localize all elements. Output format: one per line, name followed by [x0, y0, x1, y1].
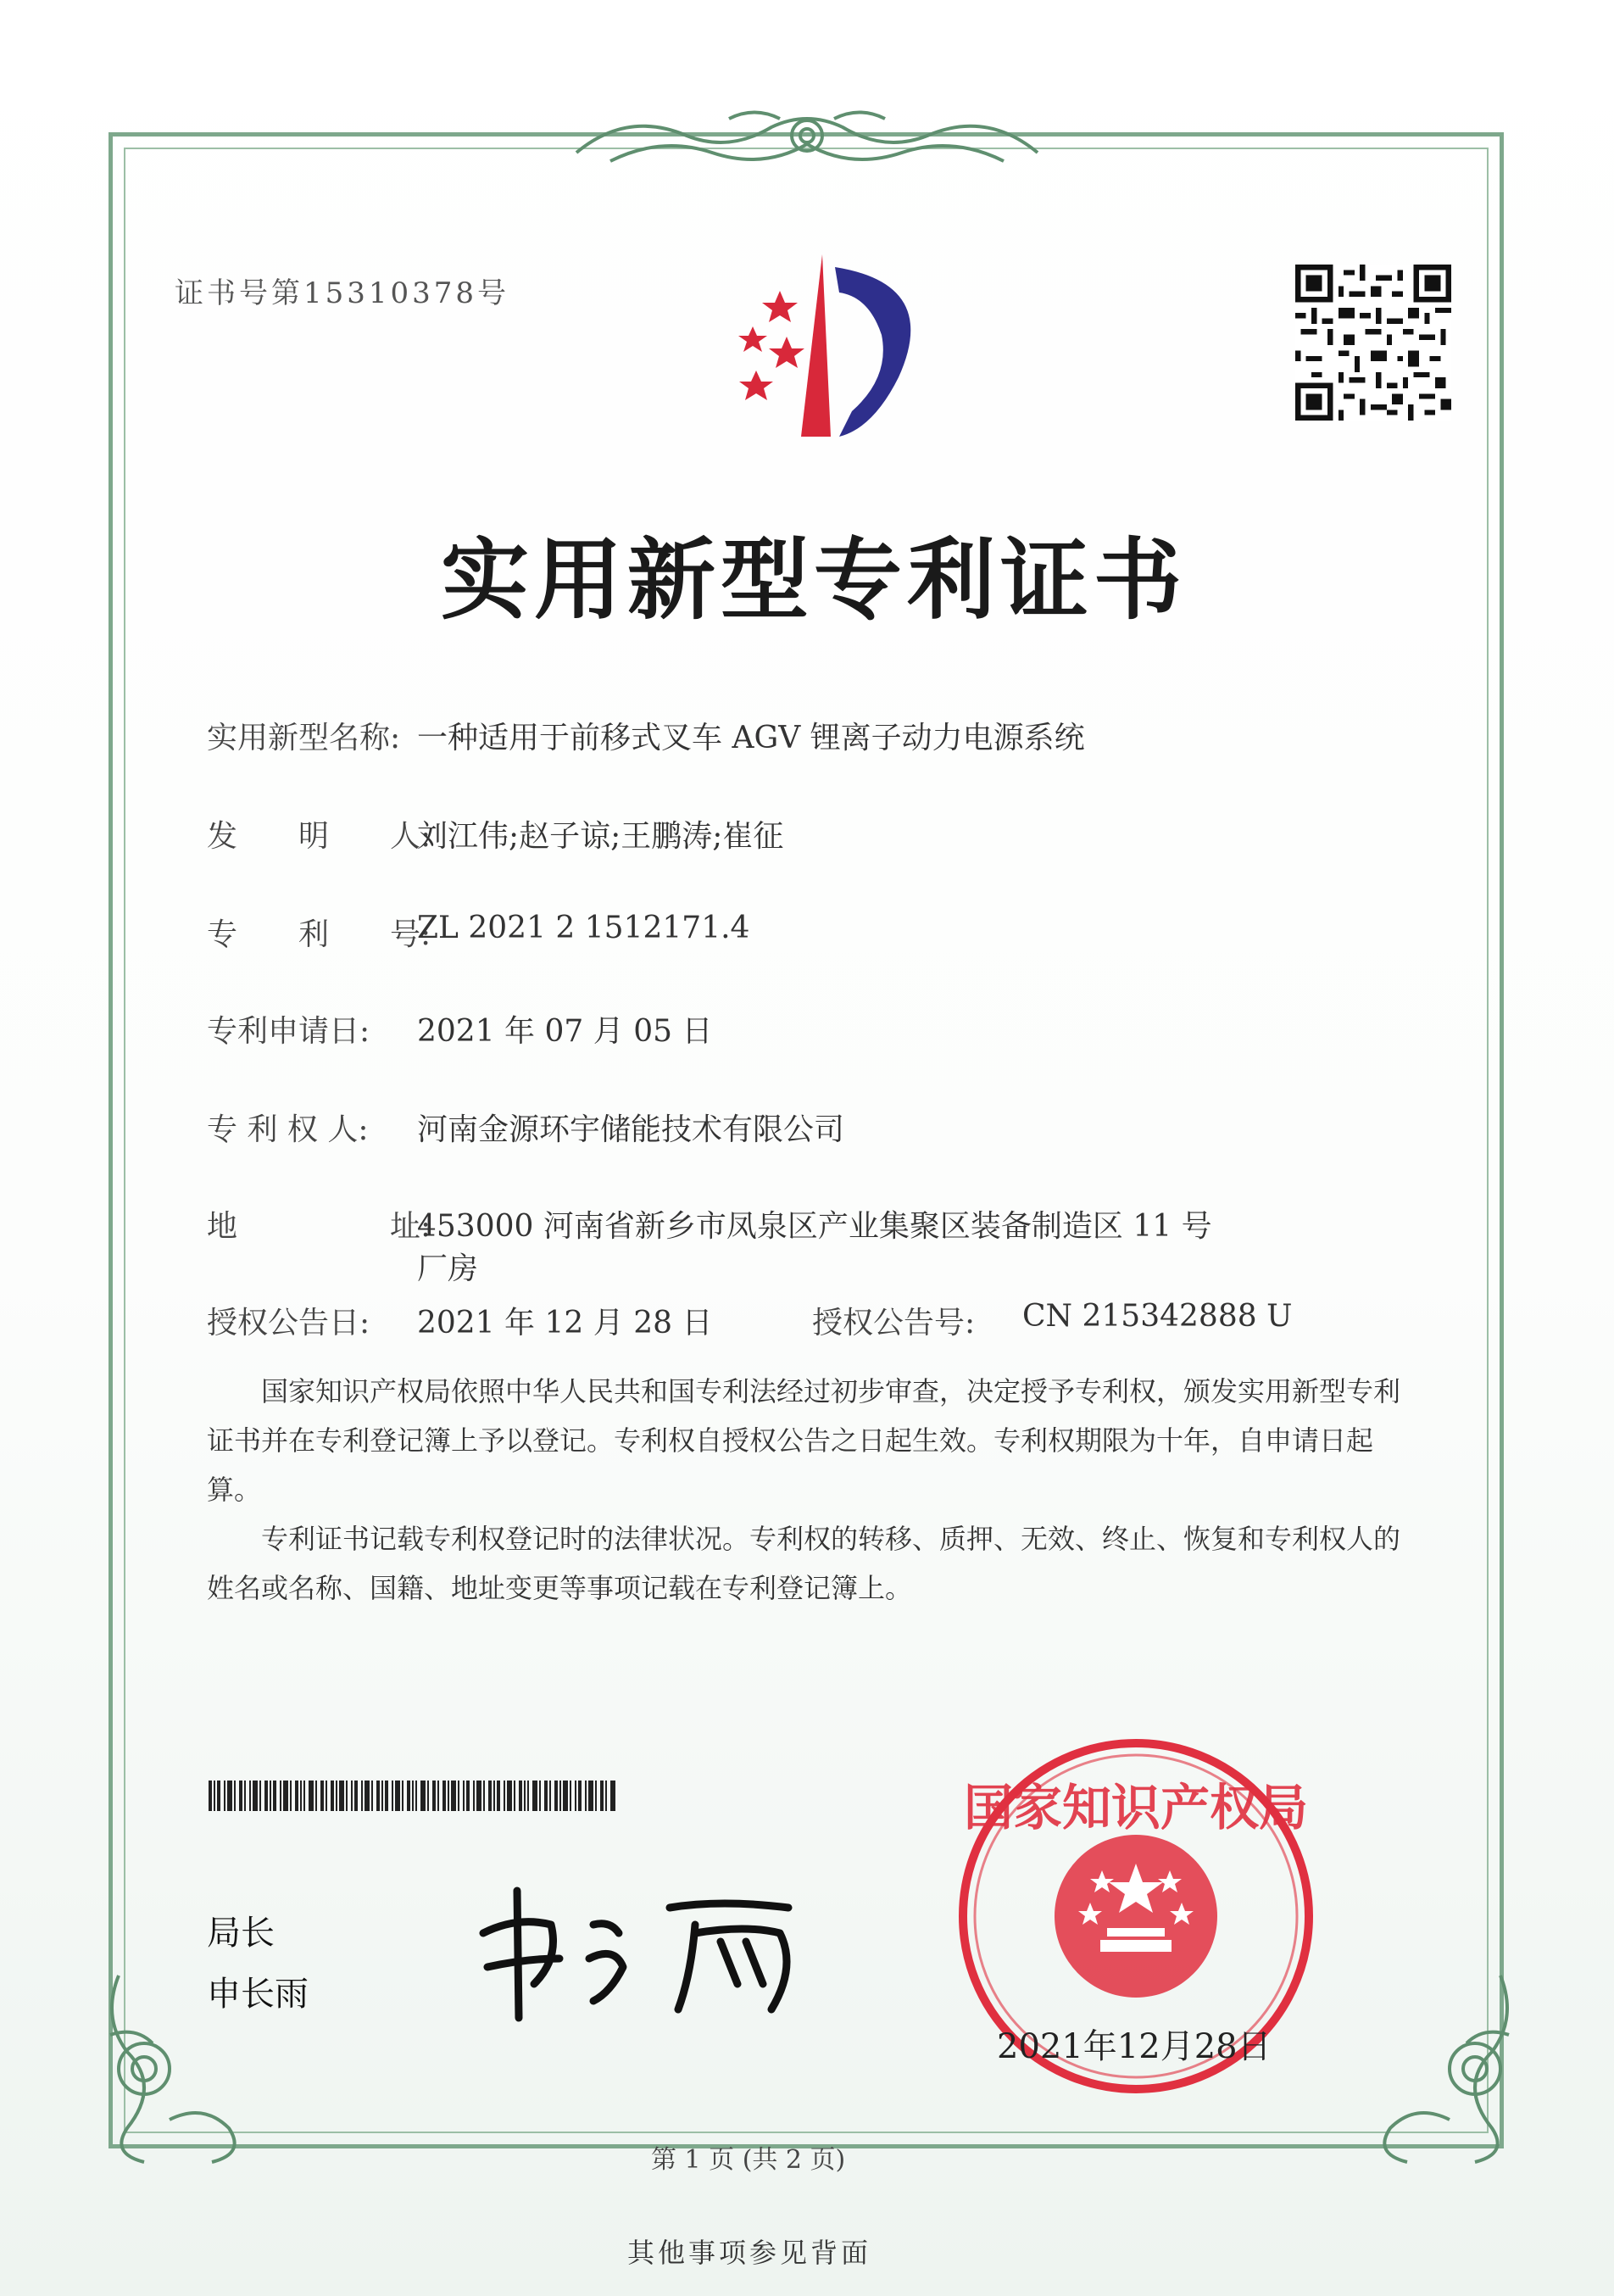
- handwritten-signature-icon: [466, 1874, 822, 2026]
- page-number: 第 1 页 (共 2 页): [651, 2145, 846, 2175]
- patentee-label: 专 利 权 人:: [207, 1112, 369, 1147]
- qr-code-icon: [1295, 265, 1451, 421]
- grant-date-value: 2021 年 12 月 28 日: [417, 1306, 713, 1340]
- footer-note: 其他事项参见背面: [627, 2237, 872, 2269]
- legal-paragraph-1: 国家知识产权局依照中华人民共和国专利法经过初步审查，决定授予专利权，颁发实用新型专利证书并在专利登记簿上予以登记。专利权自授权公告之日起生效。专利权期限为十年，自申请日起算。: [207, 1375, 1401, 1506]
- patent-number-value: ZL 2021 2 1512171.4: [417, 911, 750, 945]
- filing-date-value: 2021 年 07 月 05 日: [417, 1014, 713, 1049]
- utility-model-name-value: 一种适用于前移式叉车 AGV 锂离子动力电源系统: [417, 721, 1085, 755]
- certificate-number: 证书号第15310378号: [175, 276, 510, 310]
- inventor-value: 刘江伟;赵子谅;王鹏涛;崔征: [417, 819, 784, 854]
- grant-number-value: CN 215342888 U: [1022, 1299, 1293, 1334]
- address-label: 地 址:: [207, 1209, 431, 1244]
- signatory-name: 申长雨: [207, 1975, 309, 2014]
- inventor-label: 发 明 人:: [207, 819, 431, 854]
- certificate-title: 实用新型专利证书: [441, 527, 1188, 632]
- utility-model-name-label: 实用新型名称:: [207, 721, 401, 755]
- grant-number-label: 授权公告号:: [812, 1306, 976, 1340]
- filing-date-label: 专利申请日:: [207, 1014, 370, 1049]
- top-ornament-icon: [559, 102, 1055, 178]
- address-value-line1: 453000 河南省新乡市凤泉区产业集聚区装备制造区 11 号: [417, 1209, 1212, 1244]
- grant-date-label: 授权公告日:: [207, 1306, 370, 1340]
- signatory-role: 局长: [207, 1914, 275, 1953]
- barcode-icon: [209, 1781, 615, 1811]
- cnipa-logo-icon: [695, 250, 932, 454]
- address-value-line2: 厂房: [417, 1251, 479, 1286]
- bottom-right-ornament-icon: [1356, 1950, 1526, 2171]
- patentee-value: 河南金源环宇储能技术有限公司: [417, 1112, 845, 1147]
- legal-paragraph-2: 专利证书记载专利权登记时的法律状况。专利权的转移、质押、无效、终止、恢复和专利权人的姓名或名称、国籍、地址变更等事项记载在专利登记簿上。: [207, 1523, 1401, 1604]
- seal-text: 国家知识产权局: [963, 1779, 1309, 1836]
- patent-number-label: 专 利 号:: [207, 917, 431, 952]
- seal-date: 2021年12月28日: [997, 2027, 1272, 2066]
